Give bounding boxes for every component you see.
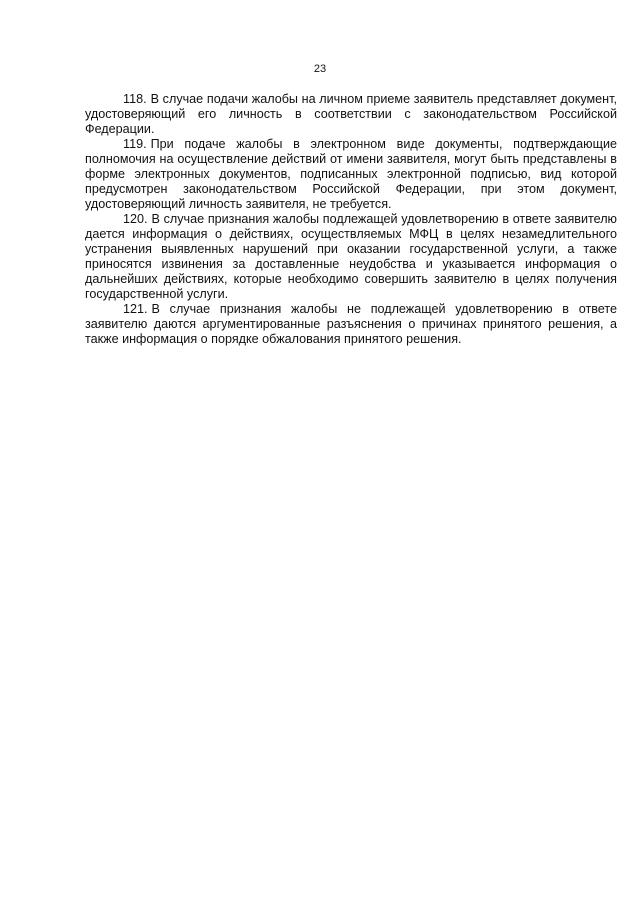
paragraph-118 [85, 92, 617, 137]
paragraph-text: В случае признания жалобы не подлежащей удовлетворению в ответе заявителю даются аргументированные разъяснения о причинах принятого решения, а также информация о порядке обжалования принятого решения. [85, 302, 617, 346]
paragraph-text: В случае подачи жалобы на личном приеме заявитель представляет документ, удостоверяющий его личность в соответствии с законодательством Российской Федерации. [85, 92, 617, 136]
paragraph-number: 120. [123, 212, 148, 226]
paragraph-number: 121. [123, 302, 148, 316]
paragraph-number: 118. [123, 92, 147, 106]
paragraph-120 [85, 212, 617, 302]
paragraph-119 [85, 137, 617, 212]
paragraph-121 [85, 302, 617, 347]
page-number: 23 [313, 63, 327, 75]
paragraph-number: 119. [123, 137, 147, 151]
document-body [85, 92, 617, 347]
paragraph-text: В случае признания жалобы подлежащей удовлетворению в ответе заявителю дается информация о действиях, осуществляемых МФЦ в целях незамедлительного устранения выявленных нарушений при оказании государственной услуги, а также приносятся извинения за доставленные неудобства и указывается информация о дальнейших действиях, которые необходимо совершить заявителю в целях получения государственной услуги. [85, 212, 617, 301]
paragraph-text: При подаче жалобы в электронном виде документы, подтверждающие полномочия на осуществление действий от имени заявителя, могут быть представлены в форме электронных документов, подписанных электронной подписью, вид которой предусмотрен законодательством Российской Федерации, при этом документ, удостоверяющий личность заявителя, не требуется. [85, 137, 617, 211]
